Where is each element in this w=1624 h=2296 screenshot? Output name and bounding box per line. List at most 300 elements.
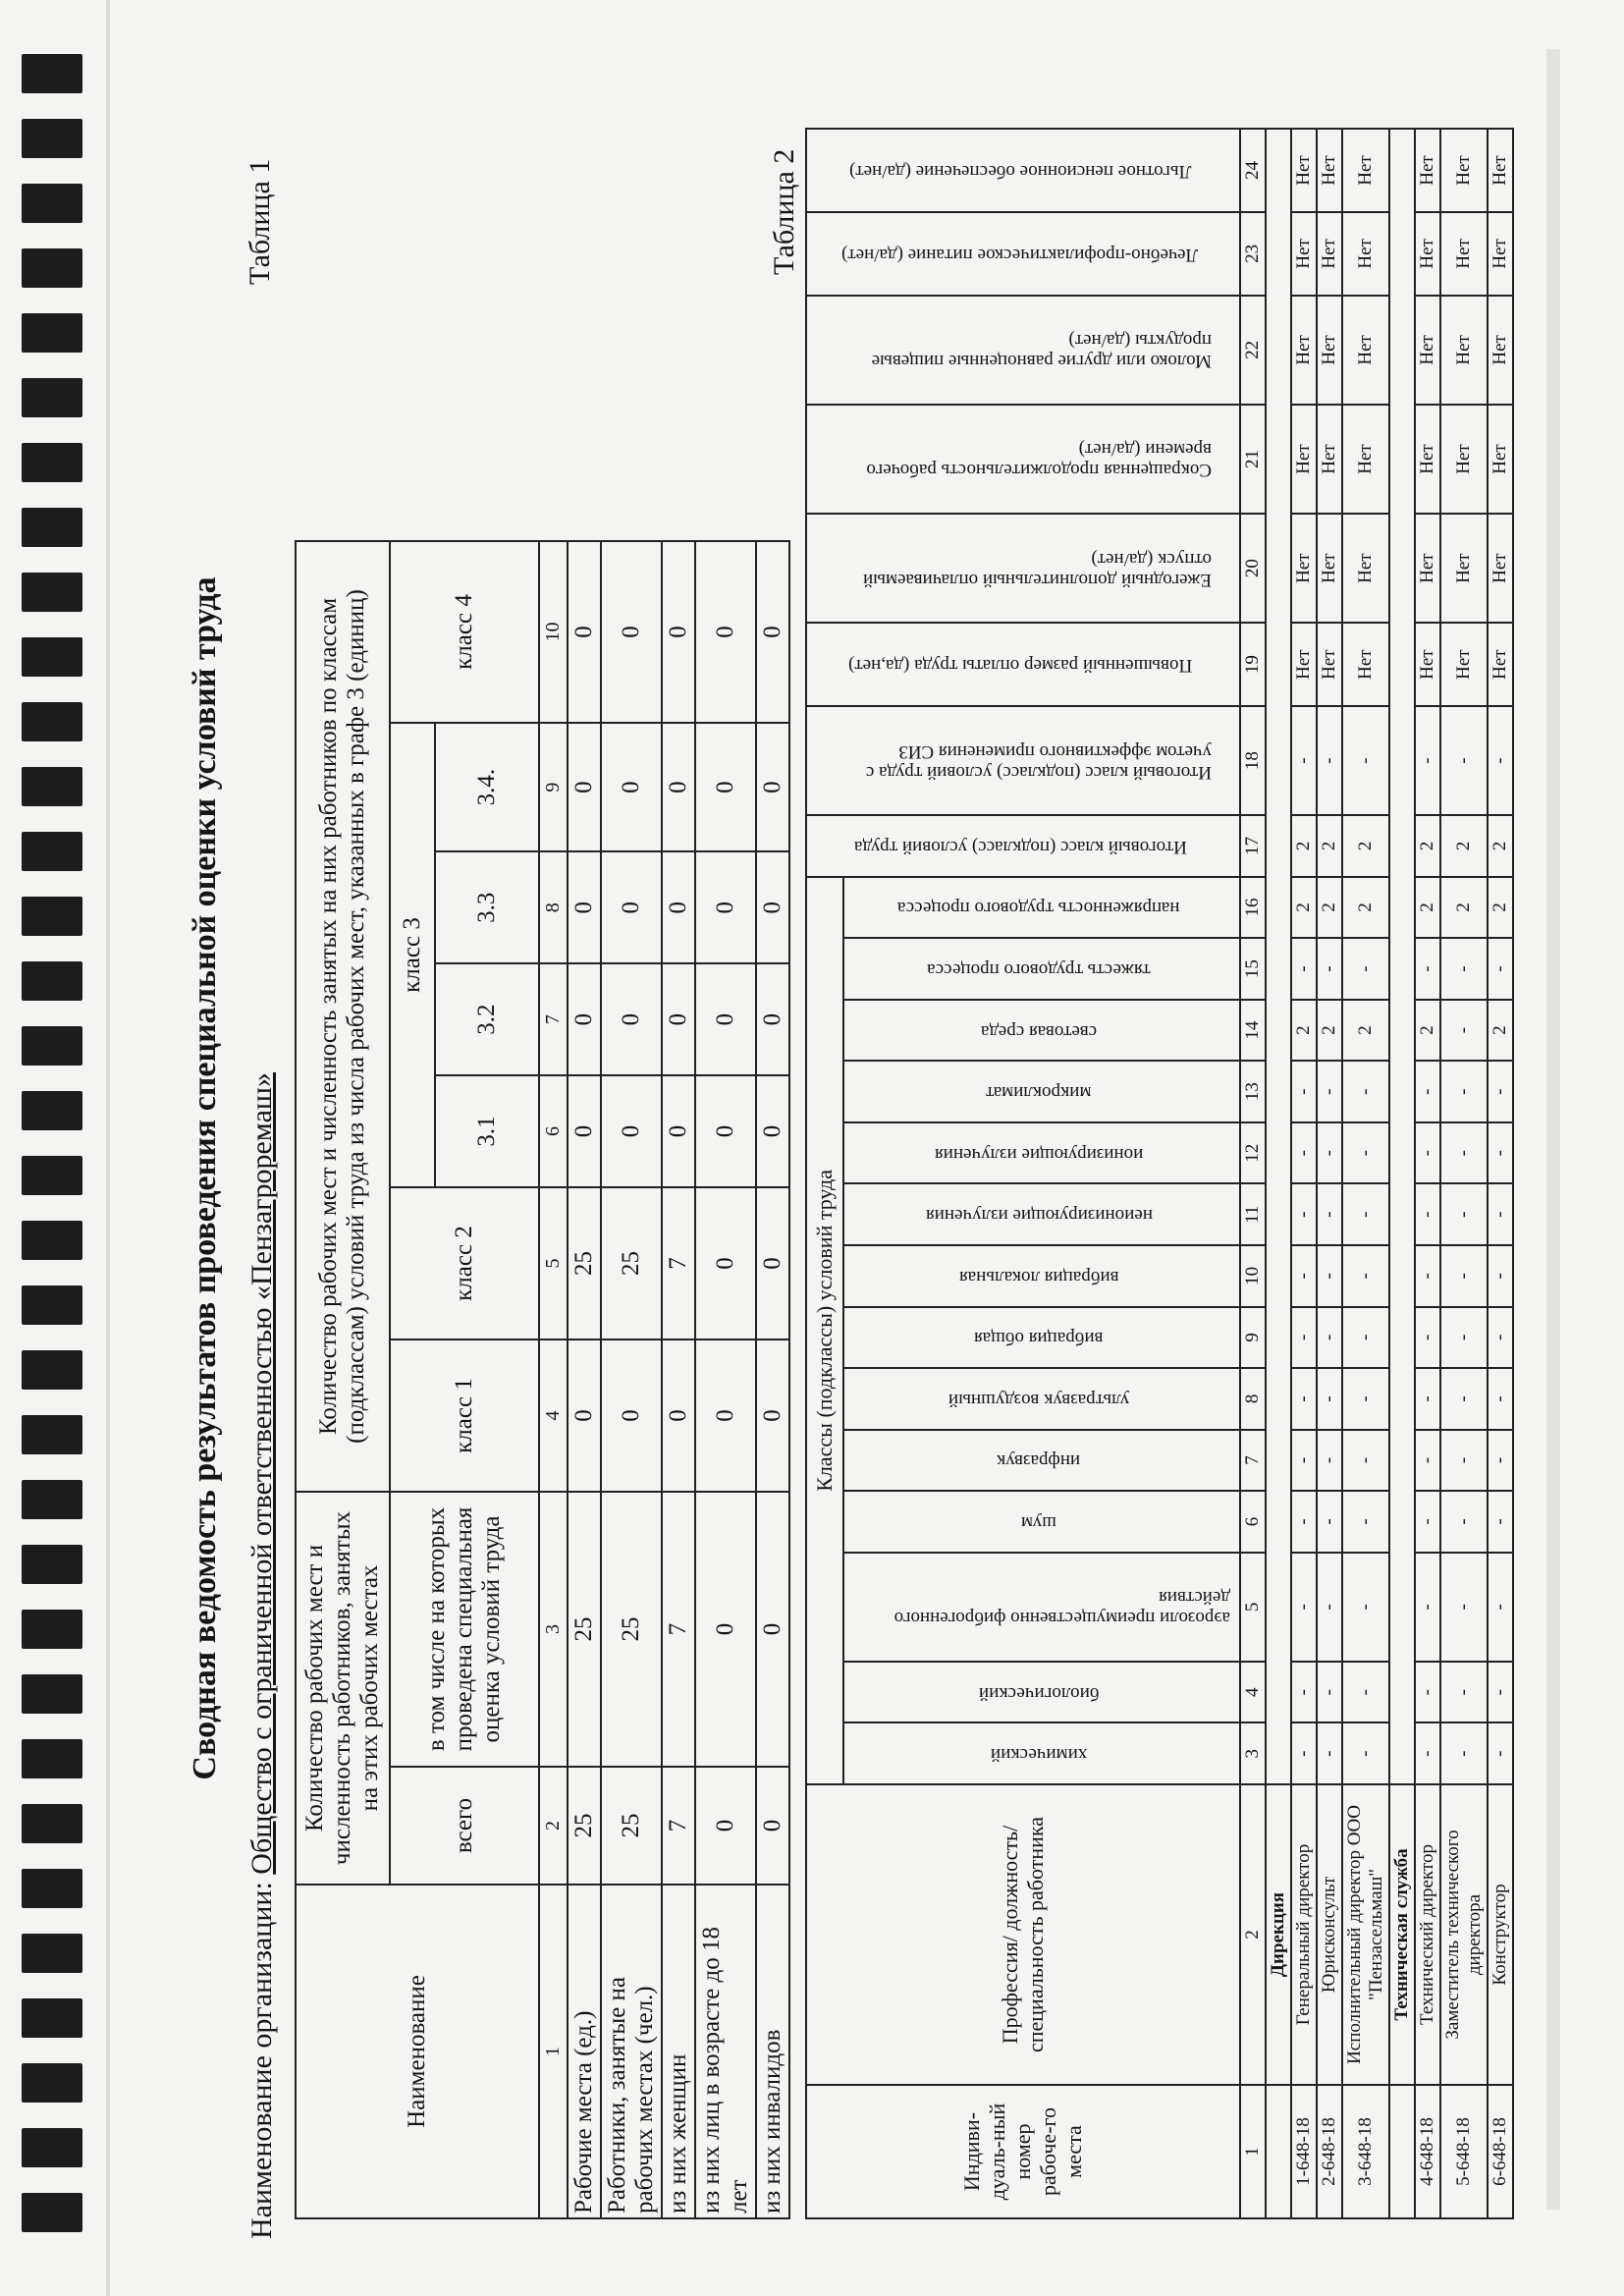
binding-strip [0,0,118,2296]
t2-cell: 2 [1342,1000,1389,1062]
t2-row-id: 5-648-18 [1440,2085,1488,2218]
t2-cell: - [1488,1122,1513,1184]
organization-label: Наименование организации: [245,1882,278,2239]
t2-row-id: 2-648-18 [1317,2085,1342,2218]
t2-cell: - [1317,1307,1342,1369]
t2-row-id: 3-648-18 [1342,2085,1389,2218]
t2-cell: - [1291,1368,1317,1430]
t2-cell: - [1291,1183,1317,1245]
t1-sub33: 3.3 [435,851,539,963]
t2-row-name: Генеральный директор [1291,1784,1317,2085]
t2-cell: Нет [1291,129,1317,212]
t2-cell: 2 [1291,1000,1317,1062]
t1-cell: 0 [756,1767,789,1885]
t2-cell: Нет [1317,296,1342,405]
t2-cell: - [1291,1307,1317,1369]
t2-column-numbers [1240,129,1266,2218]
t2-cell: Нет [1488,296,1513,405]
t1-colnum: 10 [539,541,568,723]
t2-extra-header-6: Лечебно-профилактическое питание (да/нет) [806,212,1240,296]
binding-hole [22,1804,82,1843]
t2-cell: - [1342,1491,1389,1553]
t2-row-id: 6-648-18 [1488,2085,1513,2218]
t1-cell: 0 [568,851,601,963]
t1-cell: 0 [662,851,695,963]
binding-hole [22,1869,82,1908]
t1-cell: 0 [662,1075,695,1187]
t2-cell: 2 [1291,877,1317,939]
t2-cell: - [1488,706,1513,815]
t2-cell: Нет [1291,212,1317,296]
t2-section-empty [1389,2085,1415,2218]
t2-cell: - [1440,1061,1488,1122]
t2-factor-header: вибрация локальная [843,1245,1240,1307]
binding-hole [22,1026,82,1066]
binding-hole [22,1156,82,1195]
binding-hole [22,2128,82,2167]
t2-cell: - [1342,1061,1389,1122]
t2-cell: - [1291,1722,1317,1784]
t2-cell: - [1415,1307,1440,1369]
t1-cell: 0 [662,963,695,1075]
t2-row [1342,129,1389,2218]
t2-cell: Нет [1488,212,1513,296]
t1-row-name: Рабочие места (ед.) [568,1885,601,2218]
t1-cell: 0 [756,723,789,851]
t2-colnum: 7 [1240,1430,1266,1492]
t2-cell: 2 [1317,1000,1342,1062]
t2-colnum: 14 [1240,1000,1266,1062]
t2-cell: - [1415,1553,1440,1662]
t2-cell: Нет [1415,405,1440,514]
binding-hole [22,2193,82,2232]
t1-cell: 0 [601,1339,662,1492]
t2-cell: - [1415,706,1440,815]
t1-cell: 0 [601,723,662,851]
t1-cell: 7 [662,1187,695,1339]
t2-cell: Нет [1291,405,1317,514]
t1-class1: класс 1 [390,1339,539,1492]
t1-cell: 0 [756,963,789,1075]
t1-cell: 25 [568,1767,601,1885]
t2-row-name: Исполнительный директор ООО "Пензасельмаш" [1342,1784,1389,2085]
t2-factor-header: напряженность трудового процесса [843,877,1240,939]
t2-extra-header-3: Ежегодный дополнительный оплачиваемый отпуск (да/нет) [806,514,1240,623]
t1-class3: класс 3 [390,723,435,1187]
t2-cell: - [1291,1061,1317,1122]
t2-cell: - [1291,1491,1317,1553]
t2-colnum: 23 [1240,212,1266,296]
t1-body [568,541,789,2218]
t1-cell: 25 [568,1492,601,1767]
t2-cell: - [1342,1368,1389,1430]
t1-cell: 0 [695,723,756,851]
t2-row [1440,129,1488,2218]
t1-cell: 0 [601,963,662,1075]
t1-cell: 0 [756,851,789,963]
t2-cell: 2 [1317,815,1342,877]
t1-cell: 0 [756,1339,789,1492]
t2-cell: Нет [1317,129,1342,212]
t2-cell: - [1415,1662,1440,1723]
t2-cell: - [1440,1430,1488,1492]
t2-cell: Нет [1440,296,1488,405]
t1-colnum: 9 [539,723,568,851]
t2-section-title: Техническая служба [1389,1784,1415,2085]
t1-row [756,541,789,2218]
t2-colnum: 13 [1240,1061,1266,1122]
t1-cell: 25 [568,1187,601,1339]
t2-colnum: 18 [1240,706,1266,815]
t1-cell: 0 [695,851,756,963]
t2-cell: - [1291,1430,1317,1492]
t1-sub34: 3.4. [435,723,539,851]
t2-cell: 2 [1342,877,1389,939]
t2-extra-header-2: Повышенный размер оплаты труда (да,нет) [806,623,1240,706]
t2-cell: - [1440,1183,1488,1245]
t2-cell: - [1317,1183,1342,1245]
t2-factor-header: инфразвук [843,1430,1240,1492]
t2-row [1415,129,1440,2218]
table2-workplaces [805,128,1514,2219]
t2-cell: Нет [1342,296,1389,405]
t2-cell: Нет [1415,514,1440,623]
t2-cell: - [1440,1000,1488,1062]
t1-column-numbers [539,541,568,2218]
binding-edge [106,0,110,2296]
t2-extra-header-5: Молоко или другие равноценные пищевые продукты (да/нет) [806,296,1240,405]
t2-row-name: Юрисконсульт [1317,1784,1342,2085]
organization-name: Общество с ограниченной ответственностью «Пензагроремаш» [245,1071,278,1875]
t2-colnum: 12 [1240,1122,1266,1184]
t1-cell: 0 [756,1492,789,1767]
t2-cell: - [1317,1245,1342,1307]
binding-hole [22,1934,82,1973]
binding-hole [22,832,82,871]
t2-cell: - [1488,1430,1513,1492]
t2-row-name: Конструктор [1488,1784,1513,2085]
t2-cell: Нет [1415,129,1440,212]
t2-cell: - [1342,1183,1389,1245]
t2-header-profession: Профессия/ должность/ специальность работника [806,1784,1240,2085]
t2-factor-header: ионизирующие излучения [843,1122,1240,1184]
t2-cell: 2 [1342,815,1389,877]
binding-hole [22,1610,82,1649]
t1-cell: 0 [568,1339,601,1492]
t2-cell: Нет [1440,212,1488,296]
t2-cell: - [1440,1722,1488,1784]
t2-cell: Нет [1440,514,1488,623]
t2-factor-header: микроклимат [843,1061,1240,1122]
t2-row-name: Заместитель технического директора [1440,1784,1488,2085]
t2-cell: - [1342,706,1389,815]
binding-hole [22,1350,82,1390]
t1-cell: 0 [662,723,695,851]
binding-hole [22,573,82,612]
t1-cell: 7 [662,1492,695,1767]
t2-cell: Нет [1342,514,1389,623]
t2-header-number: Индиви-дуаль-ный номер рабоче-го места [806,2085,1240,2218]
t2-colnum: 19 [1240,623,1266,706]
t2-row [1317,129,1342,2218]
t2-cell: - [1488,1553,1513,1662]
t2-cell: - [1317,706,1342,815]
t2-colnum: 24 [1240,129,1266,212]
t2-colnum: 4 [1240,1662,1266,1723]
t2-cell: - [1415,1722,1440,1784]
t2-cell: 2 [1488,1000,1513,1062]
t1-row [601,541,662,2218]
binding-hole [22,702,82,741]
t2-extra-header-4: Сокращенная продолжительность рабочего времени (да/нет) [806,405,1240,514]
t2-header-classes: Классы (подклассы) условий труда [806,877,843,1784]
t1-cell: 0 [695,1767,756,1885]
t2-cell: - [1440,1368,1488,1430]
table2-label: Таблица 2 [768,148,800,275]
t1-cell: 0 [568,1075,601,1187]
t2-cell: 2 [1488,877,1513,939]
t1-header-name: Наименование [296,1885,539,2218]
binding-hole [22,54,82,93]
t2-cell: 2 [1317,877,1342,939]
binding-hole [22,378,82,417]
t1-class2: класс 2 [390,1187,539,1339]
t2-cell: Нет [1317,212,1342,296]
t2-section-fill [1389,129,1415,1784]
t2-colnum: 2 [1240,1784,1266,2085]
binding-hole [22,508,82,547]
t2-cell: 2 [1488,815,1513,877]
t1-cell: 0 [695,541,756,723]
t1-class4: класс 4 [390,541,539,723]
t2-section-empty [1266,2085,1291,2218]
t2-colnum: 21 [1240,405,1266,514]
t1-cell: 25 [601,1187,662,1339]
binding-hole [22,897,82,936]
t2-colnum: 5 [1240,1553,1266,1662]
t1-cell: 0 [568,723,601,851]
t2-cell: - [1317,1491,1342,1553]
t2-factor-header: тяжесть трудового процесса [843,938,1240,1000]
organization-line [245,1072,279,2239]
binding-hole [22,961,82,1001]
t2-cell: - [1415,1245,1440,1307]
t2-cell: - [1440,1245,1488,1307]
t1-colnum: 6 [539,1075,568,1187]
binding-hole [22,1091,82,1130]
binding-hole [22,2063,82,2103]
t1-cell: 0 [695,1187,756,1339]
t2-cell: - [1291,938,1317,1000]
t2-cell: - [1342,1430,1389,1492]
t2-cell: Нет [1415,296,1440,405]
t2-colnum: 20 [1240,514,1266,623]
t1-header-total: всего [390,1767,539,1885]
t2-cell: 2 [1291,815,1317,877]
t2-extra-header-0: Итоговый класс (подкласс) условий труда [806,815,1240,877]
t2-cell: - [1291,1245,1317,1307]
t2-colnum: 10 [1240,1245,1266,1307]
t2-cell: - [1415,938,1440,1000]
t2-cell: - [1317,1061,1342,1122]
t2-colnum: 16 [1240,877,1266,939]
t2-cell: Нет [1488,514,1513,623]
binding-hole [22,1285,82,1325]
t2-cell: Нет [1342,212,1389,296]
t2-cell: - [1291,1662,1317,1723]
t2-colnum: 22 [1240,296,1266,405]
t2-cell: - [1488,1183,1513,1245]
t2-cell: - [1317,1553,1342,1662]
t2-cell: Нет [1488,623,1513,706]
t2-cell: - [1415,1368,1440,1430]
t1-cell: 0 [568,541,601,723]
t1-colnum: 8 [539,851,568,963]
t2-cell: - [1342,1662,1389,1723]
t2-row-name: Технический директор [1415,1784,1440,2085]
t1-cell: 0 [756,1187,789,1339]
t2-cell: - [1440,1662,1488,1723]
t1-cell: 0 [601,541,662,723]
t2-cell: Нет [1317,623,1342,706]
t2-cell: Нет [1415,212,1440,296]
t1-cell: 0 [601,1075,662,1187]
t2-cell: - [1440,1553,1488,1662]
t2-cell: - [1488,938,1513,1000]
t1-cell: 25 [601,1767,662,1885]
t1-row-name: из них лиц в возрасте до 18 лет [695,1885,756,2218]
t2-cell: - [1317,1122,1342,1184]
t2-cell: - [1342,1245,1389,1307]
t2-cell: - [1488,1307,1513,1369]
t2-cell: Нет [1342,129,1389,212]
t1-cell: 0 [695,1492,756,1767]
t2-cell: 2 [1440,815,1488,877]
t1-cell: 25 [601,1492,662,1767]
t2-cell: - [1488,1245,1513,1307]
t2-cell: - [1291,1553,1317,1662]
t2-cell: - [1342,1553,1389,1662]
t2-cell: - [1317,1722,1342,1784]
t2-row [1488,129,1513,2218]
t2-cell: - [1415,1491,1440,1553]
t2-cell: 2 [1440,877,1488,939]
t2-cell: Нет [1440,623,1488,706]
t2-cell: Нет [1488,129,1513,212]
t1-colnum: 1 [539,1885,568,2218]
t2-section-row [1389,129,1415,2218]
t2-cell: - [1488,1061,1513,1122]
t2-cell: Нет [1291,296,1317,405]
t2-body [1266,129,1513,2218]
table1-summary [295,540,790,2219]
t2-cell: Нет [1488,405,1513,514]
t2-colnum: 3 [1240,1722,1266,1784]
t2-colnum: 9 [1240,1307,1266,1369]
t2-colnum: 1 [1240,2085,1266,2218]
t2-section-title: Дирекция [1266,1784,1291,2085]
t1-header-sout: в том числе на которых проведена специальная оценка условий труда [390,1492,539,1767]
t2-extra-header-1: Итоговый класс (подкласс) условий труда с учетом эффективного применения СИЗ [806,706,1240,815]
binding-hole [22,637,82,677]
binding-hole [22,1998,82,2038]
t2-cell: - [1317,1662,1342,1723]
t2-cell: - [1342,938,1389,1000]
t2-cell: - [1488,1662,1513,1723]
t2-cell: 2 [1415,815,1440,877]
t1-cell: 0 [662,1339,695,1492]
t2-colnum: 15 [1240,938,1266,1000]
document-title: Сводная ведомость результатов проведения специальной оценки условий труда [187,576,223,1780]
binding-hole [22,1221,82,1260]
t1-sub32: 3.2 [435,963,539,1075]
t2-cell: Нет [1342,623,1389,706]
t1-row-name: из них женщин [662,1885,695,2218]
binding-hole [22,248,82,288]
t2-cell: - [1342,1307,1389,1369]
t2-cell: - [1415,1122,1440,1184]
t1-row-name: из них инвалидов [756,1885,789,2218]
t1-cell: 0 [568,963,601,1075]
t2-factor-header: вибрация общая [843,1307,1240,1369]
t1-sub31: 3.1 [435,1075,539,1187]
t1-cell: 0 [601,851,662,963]
t2-cell: - [1415,1430,1440,1492]
binding-hole [22,1739,82,1778]
t1-colnum: 7 [539,963,568,1075]
binding-hole [22,1480,82,1519]
t1-header-workplaces: Количество рабочих мест и численность работников, занятых на этих рабочих местах [296,1492,390,1885]
t1-cell: 0 [756,541,789,723]
t2-cell: - [1291,1122,1317,1184]
binding-hole [22,1545,82,1584]
t1-cell: 0 [695,963,756,1075]
binding-hole [22,184,82,223]
t2-colnum: 11 [1240,1183,1266,1245]
t2-factor-header: шум [843,1491,1240,1553]
t2-factor-header: аэрозоли преимущественно фиброгенного действия [843,1553,1240,1662]
t2-colnum: 6 [1240,1491,1266,1553]
t2-cell: - [1440,1122,1488,1184]
document-sheet [187,118,1581,2239]
t1-cell: 0 [756,1075,789,1187]
t1-row [662,541,695,2218]
t2-cell: - [1342,1722,1389,1784]
t2-factor-header: биологический [843,1662,1240,1723]
t2-cell: Нет [1342,405,1389,514]
binding-hole [22,767,82,806]
t1-cell: 0 [662,541,695,723]
t1-colnum: 5 [539,1187,568,1339]
table1-label: Таблица 1 [244,158,276,285]
t2-cell: Нет [1440,405,1488,514]
t2-factor-header: световая среда [843,1000,1240,1062]
t2-cell: Нет [1317,405,1342,514]
t1-row [568,541,601,2218]
t2-cell: Нет [1440,129,1488,212]
t2-section-row [1266,129,1291,2218]
t2-cell: - [1317,1368,1342,1430]
t2-cell: - [1488,1491,1513,1553]
t2-cell: Нет [1291,514,1317,623]
t2-cell: - [1440,1491,1488,1553]
t1-cell: 0 [695,1339,756,1492]
t2-cell: Нет [1317,514,1342,623]
t2-cell: - [1440,1307,1488,1369]
t2-factor-header: неионизирующие излучения [843,1183,1240,1245]
t2-cell: - [1291,706,1317,815]
t2-cell: - [1440,706,1488,815]
